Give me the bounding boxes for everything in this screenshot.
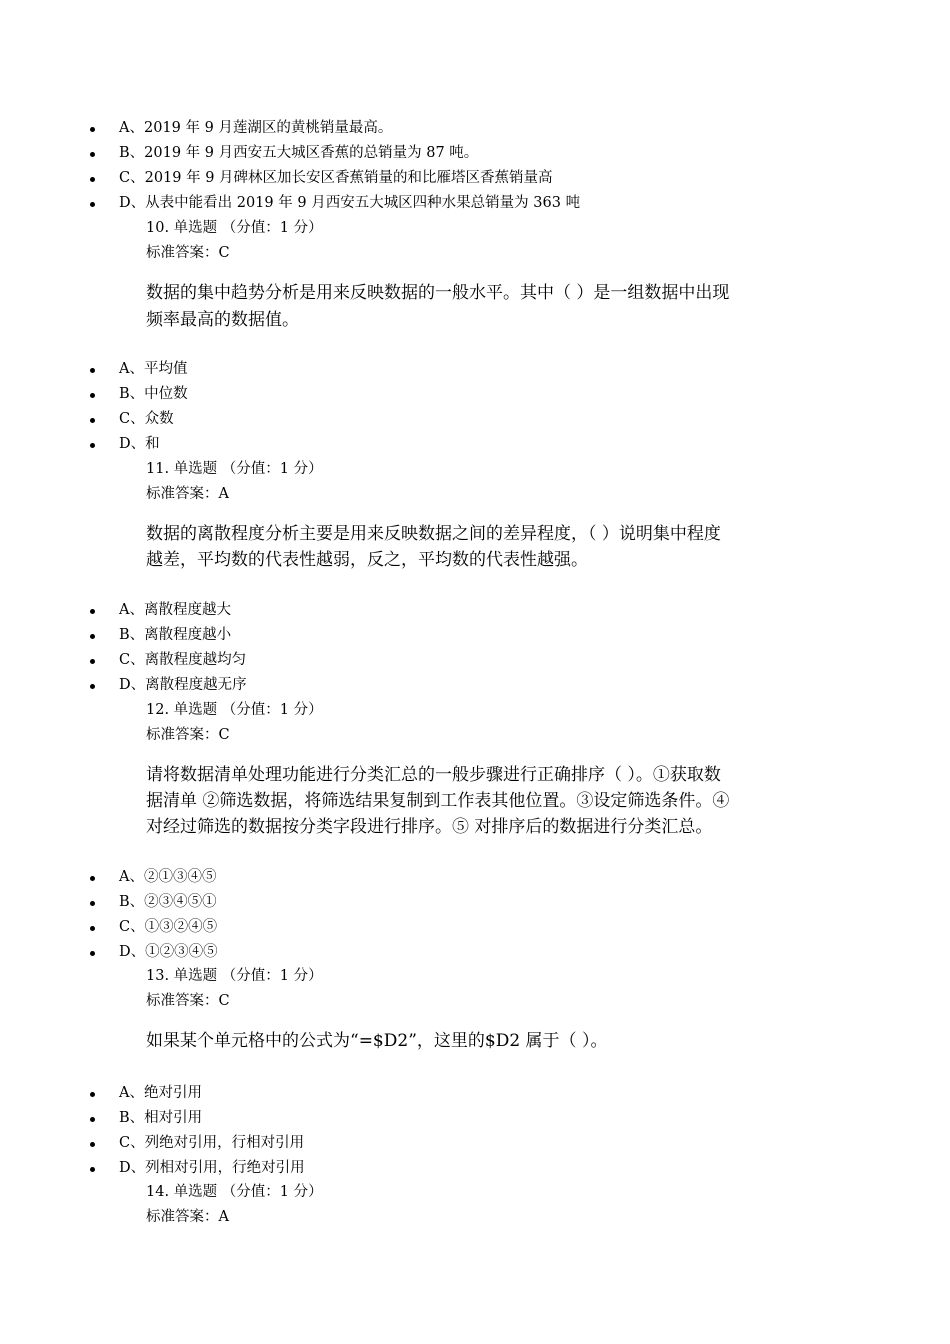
bullet-icon — [90, 152, 95, 157]
bullet-icon — [90, 1142, 95, 1147]
bullet-icon — [90, 634, 95, 639]
bullet-icon — [90, 418, 95, 423]
bullet-icon — [90, 127, 95, 132]
option-text: B、相对引用 — [119, 1110, 203, 1126]
option-text: C、离散程度越均匀 — [119, 652, 247, 668]
question-header: 11. 单选题 （分值：1 分） — [146, 461, 323, 477]
option-text: A、②①③④⑤ — [119, 869, 217, 885]
bullet-icon — [90, 609, 95, 614]
option-text: B、离散程度越小 — [119, 627, 232, 643]
option-text: D、①②③④⑤ — [119, 944, 218, 960]
bullet-icon — [90, 368, 95, 373]
standard-answer: 标准答案：A — [146, 486, 229, 502]
bullet-icon — [90, 951, 95, 956]
question-stem: 数据的离散程度分析主要是用来反映数据之间的差异程度，（ ）说明集中程度 — [146, 524, 721, 544]
question-stem: 数据的集中趋势分析是用来反映数据的一般水平。其中（ ）是一组数据中出现 — [146, 283, 730, 303]
option-text: C、2019 年 9 月碑林区加长安区香蕉销量的和比雁塔区香蕉销量高 — [119, 170, 553, 186]
bullet-icon — [90, 443, 95, 448]
standard-answer: 标准答案：A — [146, 1209, 229, 1225]
option-text: D、从表中能看出 2019 年 9 月西安五大城区四种水果总销量为 363 吨 — [119, 195, 581, 211]
bullet-icon — [90, 876, 95, 881]
standard-answer: 标准答案：C — [146, 993, 230, 1009]
option-text: A、平均值 — [119, 361, 188, 377]
bullet-icon — [90, 901, 95, 906]
standard-answer: 标准答案：C — [146, 727, 230, 743]
bullet-icon — [90, 177, 95, 182]
option-text: A、2019 年 9 月莲湖区的黄桃销量最高。 — [119, 120, 393, 136]
question-header: 12. 单选题 （分值：1 分） — [146, 702, 323, 718]
bullet-icon — [90, 1167, 95, 1172]
option-text: D、离散程度越无序 — [119, 677, 247, 693]
question-stem: 据清单 ②筛选数据，将筛选结果复制到工作表其他位置。③设定筛选条件。④ — [146, 791, 730, 811]
bullet-icon — [90, 1092, 95, 1097]
option-text: A、绝对引用 — [119, 1085, 202, 1101]
question-header: 13. 单选题 （分值：1 分） — [146, 968, 323, 984]
bullet-icon — [90, 1117, 95, 1122]
bullet-icon — [90, 393, 95, 398]
bullet-icon — [90, 926, 95, 931]
question-stem: 频率最高的数据值。 — [146, 310, 299, 330]
option-text: C、列绝对引用，行相对引用 — [119, 1135, 305, 1151]
option-text: B、②③④⑤① — [119, 894, 217, 910]
question-stem: 越差，平均数的代表性越弱，反之，平均数的代表性越强。 — [146, 550, 588, 570]
option-text: C、众数 — [119, 411, 174, 427]
bullet-icon — [90, 659, 95, 664]
standard-answer: 标准答案：C — [146, 245, 230, 261]
question-stem: 如果某个单元格中的公式为“=$D2”，这里的$D2 属于（ ）。 — [146, 1031, 608, 1051]
option-text: B、2019 年 9 月西安五大城区香蕉的总销量为 87 吨。 — [119, 145, 479, 161]
option-text: D、和 — [119, 436, 160, 452]
question-header: 10. 单选题 （分值：1 分） — [146, 220, 323, 236]
option-text: B、中位数 — [119, 386, 188, 402]
bullet-icon — [90, 202, 95, 207]
option-text: D、列相对引用，行绝对引用 — [119, 1160, 305, 1176]
question-stem: 对经过筛选的数据按分类字段进行排序。⑤ 对排序后的数据进行分类汇总。 — [146, 817, 713, 837]
option-text: A、离散程度越大 — [119, 602, 231, 618]
question-header: 14. 单选题 （分值：1 分） — [146, 1184, 323, 1200]
option-text: C、①③②④⑤ — [119, 919, 218, 935]
question-stem: 请将数据清单处理功能进行分类汇总的一般步骤进行正确排序（ ）。①获取数 — [146, 765, 721, 785]
bullet-icon — [90, 684, 95, 689]
